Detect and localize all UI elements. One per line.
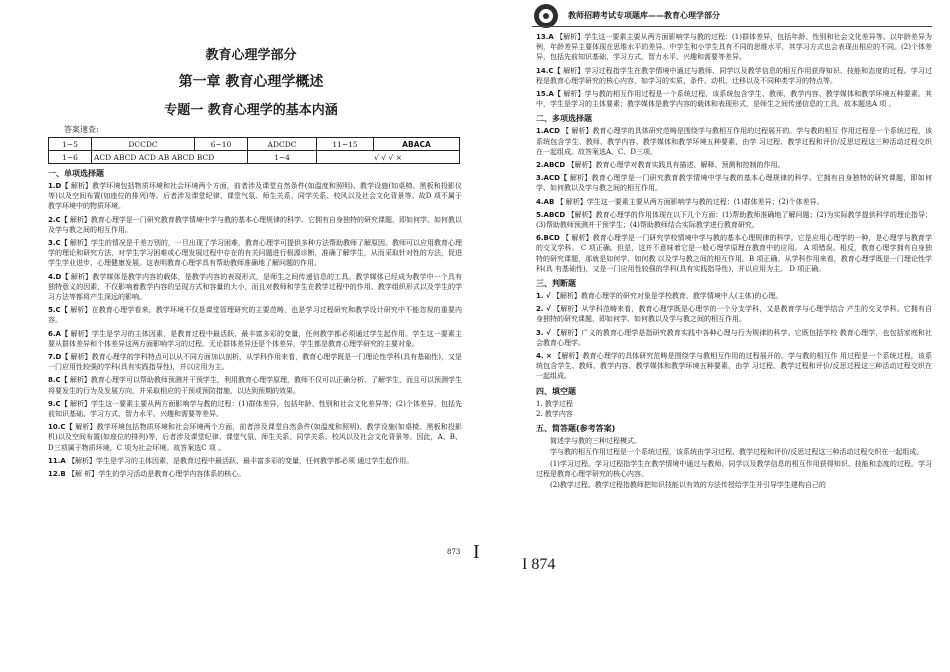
essay-paragraph: (1)学习过程。学习过程指学生在教学情境中通过与教师、同学以及教学信息的相互作用获得知识、技能和态度的过程。学习过程是教育心理学研究的核心内容。 — [536, 459, 932, 478]
answer-explanation: 解析】教育心理学是一门研究教育教学情境中学与教的基本心理规律的科学。它拥有自身独特的研究课题，即如何学、如何教以及学与教之间的相互作用。 — [48, 215, 462, 234]
answer-explanation: 解析】教育心理学可以帮助教师预测并干预学生，利用教育心理学原理，教师不仅可以正确分析、了解学生，而且可以预测学生将要发生的行为及发展方向，并采取相应的干预或预防措施，以达到预期的效果。 — [48, 376, 462, 395]
answer-number: 11.A — [48, 456, 66, 465]
fill-answer: 2. 教学内容 — [536, 409, 573, 418]
answer-number: 4.D【 — [48, 272, 69, 281]
right-content — [522, 32, 932, 491]
answer-item — [48, 422, 462, 453]
section-heading: 二、多项选择题 — [536, 114, 592, 124]
answer-number: 3. √ — [536, 328, 551, 337]
table-cell: ABACA — [374, 138, 460, 151]
answer-explanation: 解析】教学媒体是教学内容的载体，是教学内容的表现形式，是师生之间传递信息的工具。教学媒体已经成为教学中一个具有独特意义的因素，不仅影响着教学内容的呈现方式和容量的大小，而且对教师和学生在教学过程中的作用、教学组织形式以及学生的学习方法等都将产生深远的影响。 — [48, 272, 463, 302]
answer-label: 答案速查: — [64, 125, 99, 134]
answer-explanation: 【解析】教育心理学对教育实践具有描述、解释、预测和控制的作用。 — [567, 161, 785, 170]
answer-explanation: 解析】教学环境包括物质环境和社会环境两个方面，前者涉及课堂自然条件(如温度和照明)、教学设施(如桌椅、黑板和投影机)以及空间布置(如座位的排列)等，后者涉及课堂纪律、课堂气氛、师生关系、同学关系、校风以及社会文化背景等。因此，A、B、D三项属于物质环境，C 项为社会环境。故答案选C 项 。 — [48, 423, 462, 452]
answer-explanation: 【解析】从学科范畴来看，教育心理学既是心理学的一个分支学科，又是教育学与心理学结合 产生的交叉学科。它拥有自身独特的研究课题，即如何学、如何教以及学与教之间的相互作用。 — [536, 305, 932, 324]
answer-item — [48, 181, 462, 212]
answer-item — [536, 210, 932, 230]
answer-explanation: 解析】学生是学习的主体因素，是教育过程中最活跃、最丰富多彩的变量，任何教学都必须通过学生起作用。学生这一要素主要从群体差异和个体差异这两方面影响学习的过程。无论群体差异还是个体差异，学生都是教育心理学研究的主要对象。 — [48, 329, 462, 348]
table-row — [49, 138, 460, 151]
section-heading: 三、判断题 — [536, 279, 576, 289]
answer-explanation: 【解析】教育心理学的作用体现在以下几个方面：(1)帮助教师准确地了解问题；(2)为实际教学提供科学的理论指导；(3)帮助教师预测并干预学生；(4)帮助教师结合实际教学进行教育研究。 — [536, 210, 932, 230]
answer-explanation: 解析】学生的情况是千差万别的，一旦出现了学习困难，教育心理学可提供多种方法帮助教师了解原因。教师可以应用教育心理学的理论和研究方法，对学生学习困难或心理发展过程中存在的有关问题进行根源诊断，准确了解学生，从而采取针对性的方法，促进学生学业进步、心理健康发展。这表明教育心理学具有帮助教师准确地了解问题的作用。 — [48, 239, 462, 268]
right-page — [522, 0, 932, 672]
answer-explanation: 解析】在教育心理学看来，教学环境不仅是课堂管理研究的主要范畴，也是学习过程研究和教学设计研究中不能忽视的重要内容。 — [48, 306, 462, 325]
answer-item — [48, 352, 462, 372]
answer-explanation: 解析】学与教的相互作用过程是一个系统过程，该系统包含学生、教师、教学内容、教学媒体和教学环境五种要素。其中，学生是学习的主体要素；教学媒体是教学内容的载体和表现形式，是师生之间传递信息的工具。故本题选A 项 。 — [536, 90, 933, 109]
answer-item — [536, 160, 932, 170]
page-bar: I — [473, 541, 480, 563]
section-heading: 五、简答题(参考答案) — [536, 424, 616, 434]
answer-explanation: 【解 析】学生的学习活动是教育心理学内容体系的核心。 — [67, 470, 246, 479]
answer-explanation: 【解析】学生是学习的主体因素，是教育过程中最活跃、最丰富多彩的变量，任何教学都必须 通过学生起作用。 — [68, 456, 414, 465]
essay-paragraph: (2)教学过程。教学过程指教师把知识技能以有效的方法传授给学生并引导学生建构自己的 — [550, 480, 826, 489]
chapter-title: 第一章 教育心理学概述 — [178, 74, 324, 90]
answer-number: 3.C【 — [48, 239, 68, 248]
table-cell: ACD ABCD ACD AB ABCD BCD — [92, 151, 248, 164]
table-cell: DCCDC — [92, 138, 195, 151]
answer-number: 2.C【 — [48, 215, 68, 224]
answer-number: 12.B — [48, 470, 66, 479]
answer-number: 5.ABCD — [536, 210, 566, 219]
answer-item — [48, 329, 462, 349]
answer-number: 15.A【 — [536, 90, 562, 99]
answer-number: 9.C【 — [48, 399, 68, 408]
right-item-list-c — [522, 291, 932, 382]
table-cell: √ √ √ × — [317, 151, 460, 164]
answer-explanation: 解析】教学环境包括物质环境和社会环境两个方面，前者涉及课堂自然条件(如温度和照明)、教学设施(如桌椅、黑板和投影仪等)以及空间布置(如座位的排列)等。后者涉及课堂纪律、课堂气氛、师生关系、同学关系、校风以及社会文化背景等。故D 项不属于教学环境中的物质环境。 — [48, 182, 463, 211]
answer-item — [536, 351, 932, 382]
answer-item — [48, 469, 462, 479]
answer-number: 6.A【 — [48, 329, 69, 338]
answer-item — [536, 197, 932, 207]
answer-explanation: 解析】教育心理学是一门研究教育教学情境中学与教的基本心理规律的科学。它拥有自身独特的研究课题，即如何学、如何教以及学与教之间的相互作用。 — [536, 174, 932, 193]
table-cell: 11~15 — [317, 138, 374, 151]
section-heading: 四、填空题 — [536, 386, 576, 396]
answer-number: 6.BCD — [536, 234, 560, 243]
answer-explanation: 解析】教育心理学的学科特点可以从不同方面加以剖析，从学科作用来看，教育心理学既是一门理论性学科(具有基础性)，又是一门应用性较强的学科(具有实践指导性)，并以应用为主。 — [48, 353, 462, 372]
table-cell: 1~6 — [49, 151, 92, 164]
answer-item — [48, 215, 462, 235]
essay-paragraph: 简述学与教的三种过程模式。 — [550, 437, 641, 446]
table-cell: ADCDC — [248, 138, 317, 151]
left-page — [40, 0, 480, 672]
table-cell: 1~4 — [248, 151, 317, 164]
answer-explanation: 【解析】学生这一要素主要从两方面影响学与教的过程：(1)群体差异，包括年龄、性别和社会文化差异等。以年龄差异为例，年龄差异主要体现在思维水平的差异。中学生和小学生具有不同的思维水平，其学习方式也会表现出相应的不同。(2)个体差异，包括先前知识基础、学习方式、智力水平、兴趣和需要等差异。 — [536, 33, 932, 62]
answer-item — [536, 233, 932, 274]
answer-item — [48, 305, 462, 325]
answer-explanation: 【 解析】学生这一要素主要从两方面影响学与教的过程：(1)群体差异；(2)个体差异。 — [556, 197, 824, 206]
answer-explanation: 【 解析】教育心理学是一门研究学校情境中学与教的基本心理规律的科学。它是应用心理学的一种，是心理学与教育学的交叉学科。 C 项正确。但是，这并不意味着它是一般心理学原理在教育中的应用。 A 项错误。相反，教育心理学拥有自身独特的研究课题，那就是如何学、如何教 以及学与教之间的相互作用。B 项正确。从学科作用来看，教育心理学既是一门理论性学科(具 有基础性)，又是一门应用性较强的学科(具有实践指导性)，并以应用为主。 D 项正确。 — [536, 234, 932, 273]
answer-number: 1.ACD — [536, 127, 560, 136]
header-text: 教师招聘考试专项题库——教育心理学部分 — [568, 11, 720, 20]
answer-item — [48, 399, 462, 419]
answer-number: 14.C【 — [536, 66, 561, 75]
table-cell: 1~5 — [49, 138, 92, 151]
answer-number: 5.C【 — [48, 306, 68, 315]
fill-answer: 1. 教学过程 — [536, 399, 573, 408]
answer-item — [48, 238, 462, 269]
answer-item — [536, 304, 932, 324]
answer-item — [536, 66, 932, 86]
answer-explanation: 解析】学习过程指学生在教学情境中通过与教师、同学以及教学信息的相互作用获得知识、技能和态度的过程。学习过程是教育心理学研究的核心内容，如学习的实质、条件、动机、迁移以及不同种类学习的特点等。 — [536, 66, 932, 85]
logo-icon — [534, 4, 558, 28]
answer-number: 4.AB — [536, 197, 555, 206]
answer-explanation: 【解析】教育心理学的研究对象是学校教育、教学情境中人(主体)的心理。 — [552, 292, 783, 301]
right-item-list-a — [522, 32, 932, 109]
answer-item — [48, 456, 462, 466]
answer-explanation: 解析】学生这一要素主要从两方面影响学与教的过程：(1)群体差异，包括年龄、性别和社会文化差异等；(2)个体差异，包括先前知识基础、学习方式、智力水平、兴趣和需要等差异。 — [48, 399, 462, 419]
answer-item — [536, 173, 932, 193]
answer-number: 1.D【 — [48, 182, 69, 190]
page-header — [522, 0, 932, 28]
answer-number: 13.A — [536, 33, 554, 41]
right-item-list-b — [522, 126, 932, 274]
page-number: 873 — [447, 548, 461, 556]
answer-item — [48, 272, 462, 303]
answer-table — [48, 137, 460, 164]
answer-number: 1. √ — [536, 292, 551, 301]
answer-number: 10.C【 — [48, 423, 73, 432]
answer-explanation: 【解析】广义的教育心理学是指研究教育实践中各种心理与行为规律的科学。它既包括学校 教育心理学，也包括家庭和社会教育心理学。 — [536, 328, 932, 347]
answer-number: 2. √ — [536, 305, 551, 314]
answer-item — [536, 126, 932, 157]
answer-number: 8.C【 — [48, 376, 68, 385]
part-title: 教育心理学部分 — [205, 48, 297, 63]
left-item-list — [40, 181, 462, 479]
section-title: 专题一 教育心理学的基本内涵 — [164, 103, 338, 118]
page-number: I 874 — [522, 556, 556, 573]
answer-explanation: 【解析】教育心理学的具体研究范畴是围绕学与教相互作用的过程展开的。学与教的相互作 用过程是一个系统过程，该系统包含学生、教师、教学内容、教学媒体和教学环境五种要素，由学 习过程、教学过程和评价/反思过程这三种活动过程交织在一起组成。 — [536, 352, 932, 381]
answer-number: 7.D【 — [48, 353, 69, 362]
answer-item — [48, 375, 462, 395]
answer-item — [536, 32, 932, 63]
answer-number: 4. × — [536, 352, 552, 361]
table-cell: 6~10 — [195, 138, 248, 151]
answer-item — [536, 291, 932, 301]
answer-number: 3.ACD【 — [536, 174, 568, 183]
answer-number: 2.ABCD — [536, 161, 566, 170]
essay-paragraph: 学与教的相互作用过程是一个系统过程，该系统由学习过程、教学过程和评价/反思过程这三种活动过程交织在一起组成。 — [550, 448, 924, 457]
answer-explanation: 【 解析】教育心理学的具体研究范畴是围绕学与教相互作用的过程展开的。学与教的相互 作用过程是一个系统过程，该系统包含学生、教师、教学内容、教学媒体和教学环境五种要素，由学 习过程、教学过程和评价/反思过程这三种活动过程交织在一起组成。故答案选A、C、D三项。 — [536, 127, 933, 156]
header-divider — [532, 26, 932, 27]
answer-item — [536, 89, 932, 109]
table-row — [49, 151, 460, 164]
answer-item — [536, 328, 932, 348]
section-heading: 一、单项选择题 — [48, 169, 104, 178]
